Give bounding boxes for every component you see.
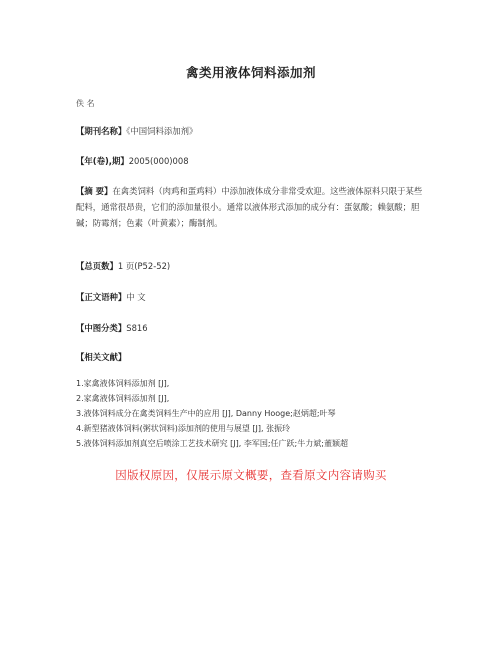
reference-item[interactable]: 1.家禽液体饲料添加剂 [J], [76, 379, 170, 388]
references-label: 【相关文献】 [76, 352, 127, 362]
references-list [76, 376, 436, 451]
language-label: 【正文语种】 [76, 292, 127, 302]
classification-value: S816 [126, 323, 148, 333]
language-value: 中 文 [126, 292, 146, 302]
copyright-notice[interactable]: 因版权原因，仅展示原文概要，查看原文内容请购买 [115, 468, 387, 482]
language-field [76, 289, 428, 305]
pages-field [76, 258, 428, 274]
classification-field [76, 320, 428, 336]
reference-item[interactable]: 4.新型猪液体饲料(粥状饲料)添加剂的使用与展望 [J], 张振玲 [76, 424, 291, 433]
document-title: 禽类用液体饲料添加剂 [185, 65, 316, 80]
reference-item[interactable]: 5.液体饲料添加剂真空后喷涂工艺技术研究 [J], 李军国;任广跃;牛力斌;董颖超 [76, 439, 348, 448]
abstract-label: 【摘 要】 [76, 186, 113, 196]
pages-label: 【总页数】 [76, 261, 118, 271]
journal-field [76, 123, 428, 139]
reference-item[interactable]: 2.家禽液体饲料添加剂 [J], [76, 394, 170, 403]
reference-item[interactable]: 3.液体饲料成分在禽类饲料生产中的应用 [J], Danny Hooge;赵炳超;叶琴 [76, 409, 336, 418]
year-issue-field [76, 153, 428, 169]
year-issue-value: 2005(000)008 [128, 156, 189, 166]
abstract-field [76, 183, 428, 231]
journal-value: 《中国饲料添加剂》 [126, 126, 198, 136]
abstract-value: 在禽类饲料（肉鸡和蛋鸡料）中添加液体成分非常受欢迎。这些液体原料只限于某些配料，通常很昂贵，它们的添加量很小。通常以液体形式添加的成分有：蛋氨酸；赖氨酸；胆碱；防霉剂；色素（叶黄素）；酶制剂。 [76, 186, 423, 228]
journal-label: 【期刊名称】 [76, 126, 127, 136]
pages-value: 1 页(P52-52) [117, 261, 171, 271]
year-issue-label: 【年(卷),期】 [76, 156, 129, 166]
author: 佚 名 [76, 99, 95, 108]
classification-label: 【中图分类】 [76, 323, 127, 333]
